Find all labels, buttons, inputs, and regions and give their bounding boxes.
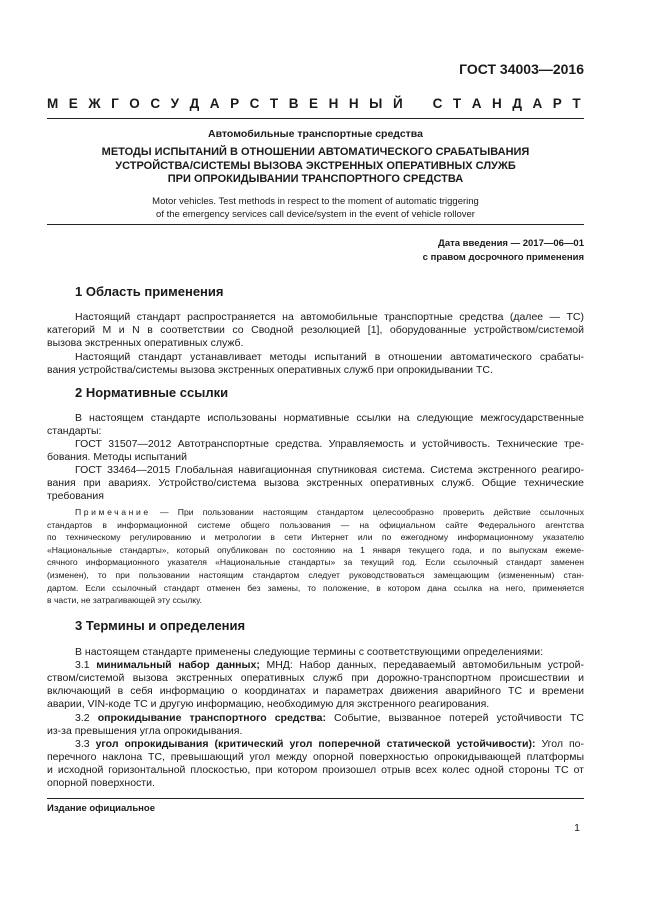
term-3-3 bbox=[47, 738, 584, 790]
early-application-line: с правом досрочного применения bbox=[422, 251, 584, 263]
note-text: — При пользовании настоящим стандартом целесообразно проверить действие ссылочных bbox=[159, 507, 584, 517]
text-line: ством/системой вызова экстренных оперативных служб при дорожно-транспортном происшествии и bbox=[47, 672, 584, 684]
intro-date bbox=[423, 237, 584, 264]
text-line: включающий в себя информацию о координатах и параметрах движения аварийного ТС и времени bbox=[47, 685, 584, 697]
note-label: Примечание bbox=[75, 507, 151, 517]
term-definition: Угол по- bbox=[541, 738, 584, 750]
note-line: дартом. Если ссылочный стандарт отменен без замены, то положение, в котором дана ссылка на него, применяется bbox=[47, 582, 584, 593]
official-edition-label: Издание официальное bbox=[47, 803, 155, 814]
section-2-paragraph-1 bbox=[47, 412, 584, 438]
text-line: Настоящий стандарт устанавливает методы испытаний в отношении автоматического срабаты- bbox=[75, 351, 584, 363]
term-definition: Событие, вызванное потерей устойчивости ТС bbox=[334, 712, 584, 724]
term-name: угол опрокидывания (критический угол поперечной статической устойчивости): bbox=[95, 738, 536, 750]
title-line: УСТРОЙСТВА/СИСТЕМЫ ВЫЗОВА ЭКСТРЕННЫХ ОПЕРАТИВНЫХ СЛУЖБ bbox=[115, 159, 516, 172]
term-number: 3.3 bbox=[75, 738, 90, 750]
term-name: минимальный набор данных; bbox=[96, 659, 260, 671]
text-line: перечного наклона ТС, превышающий угол между опорной поверхностью опрокидывающей платформы bbox=[47, 751, 584, 763]
document-title bbox=[47, 146, 584, 187]
text-line: требования bbox=[47, 490, 104, 502]
footer-rule bbox=[47, 798, 584, 799]
term-3-2 bbox=[47, 712, 584, 738]
text-line: аварии, VIN-коде ТС и другую информацию, необходимую для экстренного реагирования. bbox=[47, 698, 490, 710]
term-number: 3.1 bbox=[75, 659, 90, 671]
term-3-1 bbox=[47, 659, 584, 711]
text-line: бования. Методы испытаний bbox=[47, 451, 187, 463]
header-rule bbox=[47, 118, 584, 119]
term-name: опрокидывание транспортного средства: bbox=[97, 712, 326, 724]
text-line: В настоящем стандарте использованы нормативные ссылки на следующие межгосударственные bbox=[75, 412, 584, 424]
english-title bbox=[47, 196, 584, 221]
title-rule bbox=[47, 224, 584, 225]
text-line: из-за превышения угла опрокидывания. bbox=[47, 725, 243, 737]
text-line: Настоящий стандарт распространяется на автомобильные транспортные средства (далее — ТС) bbox=[75, 311, 584, 323]
note-line: стандартов в информационной системе общего пользования — на официальном сайте Федерального агентства bbox=[47, 519, 584, 530]
term-first-line bbox=[47, 712, 584, 725]
text-line: и исходной горизонтальной плоскостью, при котором произошел отрыв всех колес одной стороны ТС от bbox=[47, 764, 584, 776]
section-2-heading: 2 Нормативные ссылки bbox=[75, 385, 229, 400]
standard-word: С Т А Н Д А Р Т bbox=[432, 96, 584, 111]
title-line: ПРИ ОПРОКИДЫВАНИИ ТРАНСПОРТНОГО СРЕДСТВА bbox=[167, 173, 464, 185]
english-title-line: Motor vehicles. Test methods in respect to the moment of automatic triggering bbox=[152, 196, 479, 207]
reference-gost-31507 bbox=[47, 438, 584, 464]
english-title-line: of the emergency services call device/system in the event of vehicle rollover bbox=[156, 208, 475, 220]
note-block bbox=[47, 506, 584, 607]
note-line: (изменен), то при пользовании настоящим стандартом следует руководствоваться замещающим (измененным) стан- bbox=[47, 569, 584, 580]
title-line: МЕТОДЫ ИСПЫТАНИЙ В ОТНОШЕНИИ АВТОМАТИЧЕСКОГО СРАБАТЫВАНИЯ bbox=[101, 146, 530, 158]
term-number: 3.2 bbox=[75, 712, 90, 724]
note-first-line bbox=[47, 506, 584, 519]
note-line: «Национальные стандарты», который опубликован по состоянию на 1 января текущего года, и по выпускам ежеме- bbox=[47, 544, 584, 555]
page-number: 1 bbox=[574, 822, 580, 834]
term-first-line bbox=[47, 659, 584, 672]
text-line: В настоящем стандарте применены следующие термины с соответствующими определениями: bbox=[75, 646, 544, 658]
term-definition: МНД: Набор данных, передаваемый автомобильным устрой- bbox=[266, 659, 585, 671]
document-number: ГОСТ 34003—2016 bbox=[459, 61, 584, 77]
text-line: ГОСТ 31507—2012 Автотранспортные средства. Управляемость и устойчивость. Технические тре- bbox=[75, 438, 584, 450]
note-line: сячного информационного указателя «Национальные стандарты» за текущий год. Если ссылочный стандарт заменен bbox=[47, 557, 584, 568]
text-line: вания при авариях. Устройство/система вызова экстренных оперативных служб. Общие технические bbox=[47, 477, 584, 489]
section-1-paragraph-1 bbox=[47, 311, 584, 350]
text-line: ГОСТ 33464—2015 Глобальная навигационная спутниковая система. Система экстренного реагиро- bbox=[75, 464, 584, 476]
text-line: стандарты: bbox=[47, 425, 102, 437]
text-line: вызова экстренных оперативных служб. bbox=[47, 337, 244, 349]
intro-date-line: Дата введения — 2017—06—01 bbox=[438, 238, 584, 249]
standard-type-heading bbox=[47, 96, 584, 111]
text-line: опорной поверхности. bbox=[47, 777, 155, 789]
note-line: в части, не затрагивающей эту ссылку. bbox=[47, 595, 202, 606]
text-line: вания устройства/системы вызова экстренных оперативных служб при опрокидывании ТС. bbox=[47, 364, 493, 376]
section-3-intro bbox=[47, 646, 584, 659]
interstate-word: М Е Ж Г О С У Д А Р С Т В Е Н Н Ы Й bbox=[47, 96, 407, 111]
note-line: по техническому регулированию и метрологии в сети Интернет или по ежегодному информационному указателю bbox=[47, 532, 584, 543]
reference-gost-33464 bbox=[47, 464, 584, 503]
text-line: категорий M и N в соответствии со Сводной резолюцией [1], оборудованные устройством/системой bbox=[47, 324, 584, 336]
section-1-paragraph-2 bbox=[47, 351, 584, 377]
subtitle: Автомобильные транспортные средства bbox=[208, 128, 423, 140]
section-1-heading: 1 Область применения bbox=[75, 284, 224, 299]
section-3-heading: 3 Термины и определения bbox=[75, 618, 246, 633]
term-first-line bbox=[47, 738, 584, 751]
